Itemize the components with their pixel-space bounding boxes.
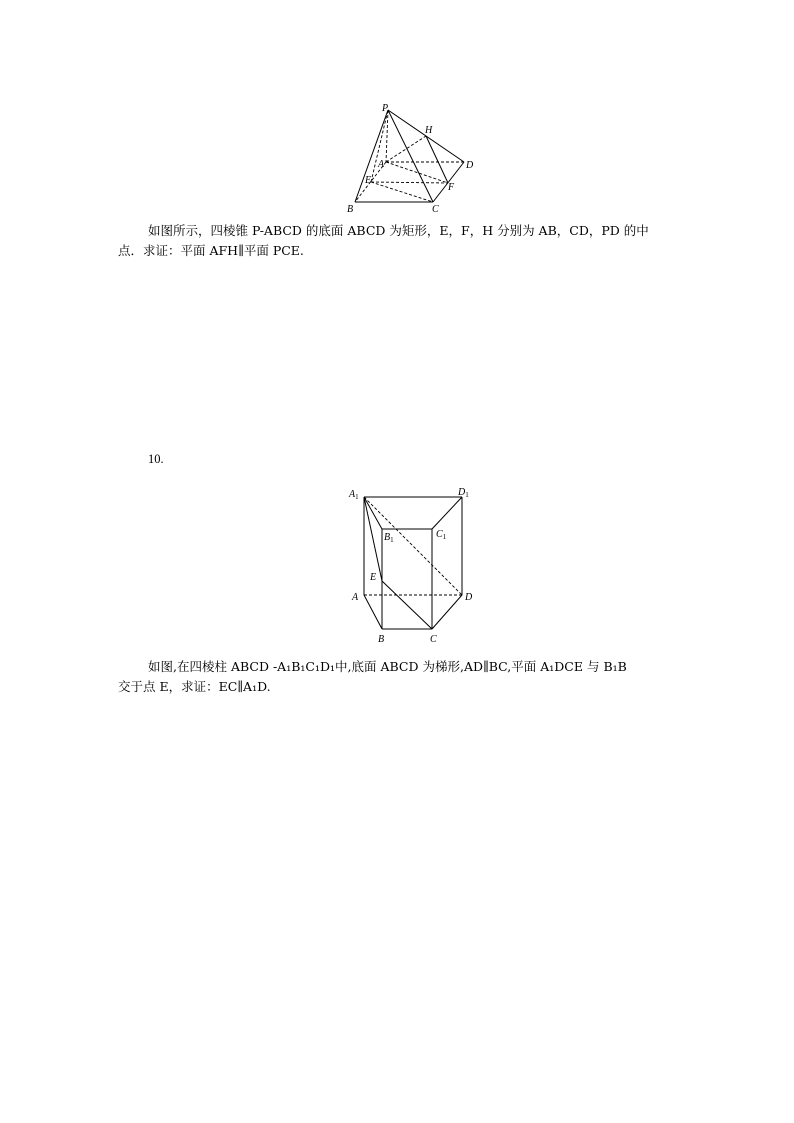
pyramid-diagram xyxy=(340,100,480,215)
pyramid-figure xyxy=(340,100,480,215)
label-P: P xyxy=(382,103,389,114)
label-D1: $D_1$ xyxy=(458,487,469,499)
problem-10-text xyxy=(118,657,678,697)
label-C: C xyxy=(432,204,439,215)
label-D: D xyxy=(466,160,474,171)
segment-EC xyxy=(371,182,433,202)
label-B1: $B_1$ xyxy=(384,532,394,544)
problem-9-line-1: 如图所示，四棱锥 P-ABCD 的底面 ABCD 为矩形，E，F，H 分别为 AB，CD，PD 的中 xyxy=(148,223,649,238)
label-C1: $C_1$ xyxy=(436,529,447,541)
label-E: E xyxy=(365,175,372,186)
edge-CD xyxy=(432,595,462,629)
segment-PE xyxy=(371,110,388,182)
segment-AF xyxy=(386,162,448,183)
label-A: A xyxy=(352,592,359,603)
prism-figure xyxy=(340,483,490,648)
segment-EF xyxy=(371,182,448,183)
edge-PB xyxy=(355,110,388,202)
problem-10-number: 10. xyxy=(148,452,164,466)
prism-diagram xyxy=(340,483,490,648)
label-C: C xyxy=(430,634,437,645)
problem-9-line-2: 点．求证：平面 AFH∥平面 PCE. xyxy=(118,243,304,258)
problem-9-text xyxy=(118,221,678,261)
label-F: F xyxy=(448,182,455,193)
problem-10-line-2: 交于点 E，求证：EC∥A₁D. xyxy=(118,679,271,694)
segment-A1D xyxy=(364,497,462,595)
label-H: H xyxy=(425,125,433,136)
segment-EC xyxy=(382,581,432,629)
problem-10-line-1: 如图,在四棱柱 ABCD -A₁B₁C₁D₁中,底面 ABCD 为梯形,AD∥BC,平面 A₁DCE 与 B₁B xyxy=(148,659,627,674)
edge-AB xyxy=(364,595,382,629)
label-A1: $A_1$ xyxy=(349,489,359,501)
segment-AH xyxy=(386,136,426,162)
edge-A1B1 xyxy=(364,497,382,529)
label-B: B xyxy=(378,634,385,645)
label-D: D xyxy=(465,592,473,603)
label-E: E xyxy=(370,572,377,583)
edge-C1D1 xyxy=(432,497,462,529)
label-A: A xyxy=(378,159,385,170)
segment-A1E xyxy=(364,497,382,581)
label-B: B xyxy=(347,204,354,215)
